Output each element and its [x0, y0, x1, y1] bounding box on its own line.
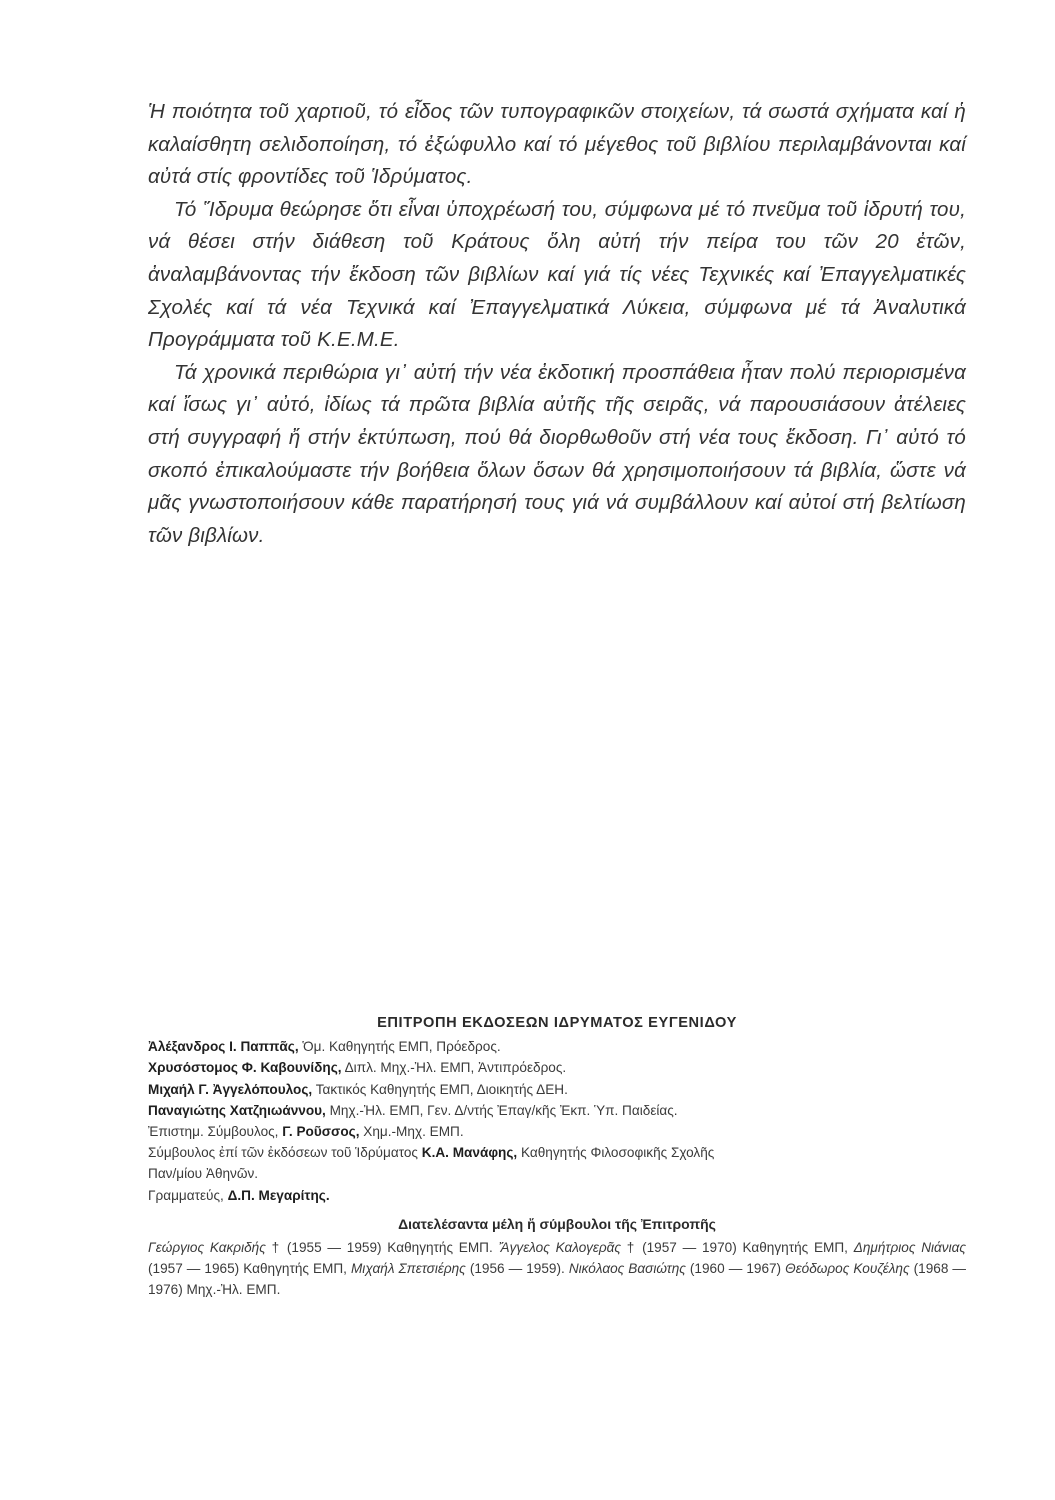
member-name: Παναγιώτης Χατζηιωάννου, [148, 1102, 326, 1118]
former-member-name: Ἄγγελος Καλογερᾶς [498, 1240, 621, 1256]
committee-member [148, 1100, 966, 1121]
former-member-name: Γεώργιος Κακριδής [148, 1240, 266, 1256]
member-role: Γραμματεύς, [148, 1187, 228, 1203]
member-name: Δ.Π. Μεγαρίτης. [227, 1187, 330, 1203]
former-member-name: Δημήτριος Νιάνιας [853, 1240, 966, 1256]
member-name: Γ. Ροῦσσος, [282, 1124, 360, 1140]
member-role: Καθηγητής Φιλοσοφικῆς Σχολῆς [517, 1145, 715, 1161]
intro-paragraph-2: Τό Ἵδρυμα θεώρησε ὅτι εἶναι ὑποχρέωσή του, σύμφωνα μέ τό πνεῦμα τοῦ ἱδρυτή του, νά θέσει στήν διάθεση τοῦ Κράτους ὅλη αὐτή τήν πείρα του τῶν 20 ἐτῶν, ἀναλαμβάνοντας τήν ἔκδοση τῶν βιβλίων καί γιά τίς νέες Τεχνικές καί Ἐπαγγελματικές Σχολές καί τά νέα Τεχνικά καί Ἐπαγγελματικά Λύκεια, σύμφωνα μέ τά Ἀναλυτικά Προγράμματα τοῦ Κ.Ε.Μ.Ε. [148, 197, 966, 352]
former-member-name: Θεόδωρος Κουζέλης [785, 1261, 910, 1277]
former-member-detail: (1956 — 1959). [465, 1261, 569, 1277]
committee-member [148, 1079, 966, 1100]
former-member-detail: † (1957 — 1970) Καθηγητής ΕΜΠ, [621, 1240, 854, 1256]
former-member-detail: (1960 — 1967) [685, 1261, 786, 1277]
former-member-detail: (1957 — 1965) Καθηγητής ΕΜΠ, [148, 1261, 351, 1277]
committee-member [148, 1185, 966, 1206]
committee-member [148, 1121, 966, 1142]
member-role: Ἐπιστημ. Σύμβουλος, [148, 1124, 283, 1140]
member-name: Μιχαήλ Γ. Ἀγγελόπουλος, [148, 1081, 313, 1097]
member-role: Μηχ.-Ἠλ. ΕΜΠ, Γεν. Δ/ντής Ἐπαγ/κῆς Ἐκπ. Ὑπ. Παιδείας. [325, 1102, 678, 1118]
intro-text [148, 96, 966, 552]
member-name: Χρυσόστομος Φ. Καβουνίδης, [148, 1060, 342, 1076]
member-name: Κ.Α. Μανάφης, [421, 1145, 518, 1161]
former-members-list [148, 1237, 966, 1301]
member-role: Ὁμ. Καθηγητής ΕΜΠ, Πρόεδρος. [298, 1039, 501, 1055]
member-role: Τακτικός Καθηγητής ΕΜΠ, Διοικητής ΔΕΗ. [312, 1081, 568, 1097]
intro-paragraph-1: Ἡ ποιότητα τοῦ χαρτιοῦ, τό εἶδος τῶν τυπογραφικῶν στοιχείων, τά σωστά σχήματα καί ἡ καλαίσθητη σελιδοποίηση, τό ἐξώφυλλο καί τό μέγεθος τοῦ βιβλίου περιλαμβάνονται καί αὐτά στίς φροντίδες τοῦ Ἱδρύματος. [148, 100, 966, 189]
former-member-name: Νικόλαος Βασιώτης [568, 1261, 686, 1277]
intro-paragraph-3: Τά χρονικά περιθώρια γι᾽ αὐτή τήν νέα ἐκδοτική προσπάθεια ἦταν πολύ περιορισμένα καί ἴσως γι᾽ αὐτό, ἰδίως τά πρῶτα βιβλία αὐτῆς τῆς σειρᾶς, νά παρουσιάσουν ἀτέλειες στή συγγραφή ἤ στήν ἐκτύπωση, πού θά διορθωθοῦν στή νέα τους ἔκδοση. Γι᾽ αὐτό τό σκοπό ἐπικαλούμαστε τήν βοήθεια ὅλων ὅσων θά χρησιμοποιήσουν τά βιβλία, ὥστε νά μᾶς γνωστοποιήσουν κάθε παρατήρησή τους γιά νά συμβάλλουν καί αὐτοί στή βελτίωση τῶν βιβλίων. [148, 360, 966, 547]
committee-member [148, 1057, 966, 1078]
former-member-detail: (1968 — 1976) Μηχ.-Ἠλ. ΕΜΠ. [148, 1261, 967, 1298]
committee-member [148, 1142, 966, 1163]
former-members-heading: Διατελέσαντα μέλη ἤ σύμβουλοι τῆς Ἐπιτροπῆς [398, 1215, 716, 1232]
member-name: Ἀλέξανδρος Ι. Παππᾶς, [148, 1039, 299, 1055]
member-role: Χημ.-Μηχ. ΕΜΠ. [359, 1124, 464, 1140]
member-role: Σύμβουλος ἐπί τῶν ἐκδόσεων τοῦ Ἱδρύματος [148, 1145, 422, 1161]
former-member-name: Μιχαήλ Σπετσιέρης [350, 1261, 466, 1277]
committee-section [148, 1013, 966, 1301]
committee-heading: ΕΠΙΤΡΟΠΗ ΕΚΔΟΣΕΩΝ ΙΔΡΥΜΑΤΟΣ ΕΥΓΕΝΙΔΟΥ [377, 1015, 737, 1031]
committee-member [148, 1036, 966, 1057]
committee-member-continued: Παν/μίου Ἀθηνῶν. [148, 1166, 259, 1182]
member-role: Διπλ. Μηχ.-Ἠλ. ΕΜΠ, Ἀντιπρόεδρος. [341, 1060, 567, 1076]
former-member-detail: † (1955 — 1959) Καθηγητής ΕΜΠ. [265, 1240, 499, 1256]
